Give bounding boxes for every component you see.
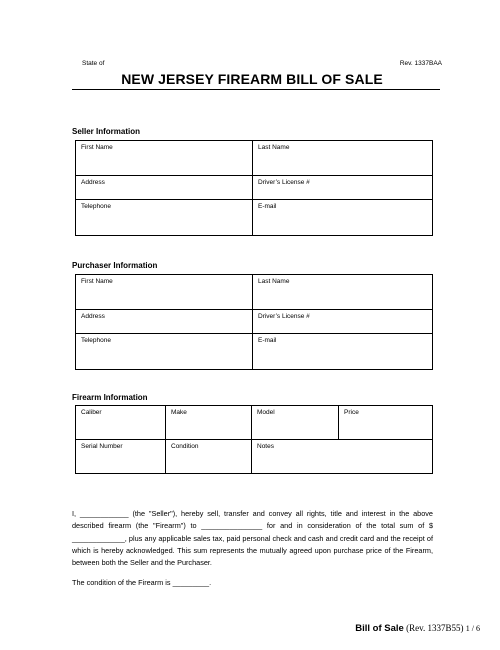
- field-label: Driver’s License #: [258, 179, 310, 186]
- field-label: E-mail: [258, 203, 277, 210]
- field-label: Driver’s License #: [258, 313, 310, 320]
- purchaser-email-field[interactable]: [253, 334, 433, 370]
- seller-table: [75, 140, 433, 236]
- caliber-field[interactable]: [76, 406, 166, 440]
- page-number: 1 / 6: [465, 624, 480, 633]
- field-label: Serial Number: [81, 443, 123, 450]
- seller-heading: Seller Information: [72, 127, 141, 136]
- footer-doc-name: Bill of Sale: [355, 623, 404, 634]
- condition-statement: The condition of the Firearm is _________.: [72, 578, 212, 587]
- revision-code: Rev. 1337BAA: [399, 60, 442, 67]
- field-label: Last Name: [258, 144, 290, 151]
- field-label: Address: [81, 179, 105, 186]
- sale-terms-paragraph: I, ____________ (the "Seller"), hereby sell, transfer and convey all rights, title and interest in the above described firearm (the "Firearm") to _______________ for and in consideration of the total sum of $ _____________, plus any applicable sales tax, paid personal check and cash and credit card and the receipt of which is hereby acknowledged. This sum represents the mutually agreed upon purchase price of the Firearm, between both the Seller and the Purchaser.: [72, 509, 433, 568]
- purchaser-license-field[interactable]: [253, 310, 433, 334]
- field-label: Condition: [171, 443, 199, 450]
- purchaser-first-name-field[interactable]: [76, 275, 253, 310]
- purchaser-address-field[interactable]: [76, 310, 253, 334]
- purchaser-heading: Purchaser Information: [72, 261, 158, 270]
- field-label: First Name: [81, 144, 113, 151]
- field-label: Model: [257, 409, 275, 416]
- purchaser-last-name-field[interactable]: [253, 275, 433, 310]
- firearm-heading: Firearm Information: [72, 393, 148, 402]
- field-label: E-mail: [258, 337, 277, 344]
- seller-email-field[interactable]: [253, 200, 433, 236]
- condition-field[interactable]: [166, 440, 252, 474]
- field-label: Make: [171, 409, 187, 416]
- page-title: NEW JERSEY FIREARM BILL OF SALE: [121, 71, 383, 87]
- serial-number-field[interactable]: [76, 440, 166, 474]
- field-label: Caliber: [81, 409, 102, 416]
- footer-revision: (Rev. 1337B55): [406, 623, 464, 633]
- firearm-table: [75, 405, 433, 474]
- title-divider: [72, 89, 440, 90]
- state-label: State of: [82, 60, 105, 67]
- field-label: Telephone: [81, 203, 111, 210]
- field-label: Notes: [257, 443, 274, 450]
- notes-field[interactable]: [252, 440, 433, 474]
- purchaser-telephone-field[interactable]: [76, 334, 253, 370]
- field-label: Address: [81, 313, 105, 320]
- model-field[interactable]: [252, 406, 339, 440]
- purchaser-table: [75, 274, 433, 370]
- page-footer: [355, 623, 480, 634]
- seller-last-name-field[interactable]: [253, 141, 433, 176]
- field-label: Price: [344, 409, 359, 416]
- price-field[interactable]: [339, 406, 433, 440]
- seller-first-name-field[interactable]: [76, 141, 253, 176]
- field-label: First Name: [81, 278, 113, 285]
- field-label: Telephone: [81, 337, 111, 344]
- make-field[interactable]: [166, 406, 252, 440]
- field-label: Last Name: [258, 278, 290, 285]
- seller-license-field[interactable]: [253, 176, 433, 200]
- seller-telephone-field[interactable]: [76, 200, 253, 236]
- seller-address-field[interactable]: [76, 176, 253, 200]
